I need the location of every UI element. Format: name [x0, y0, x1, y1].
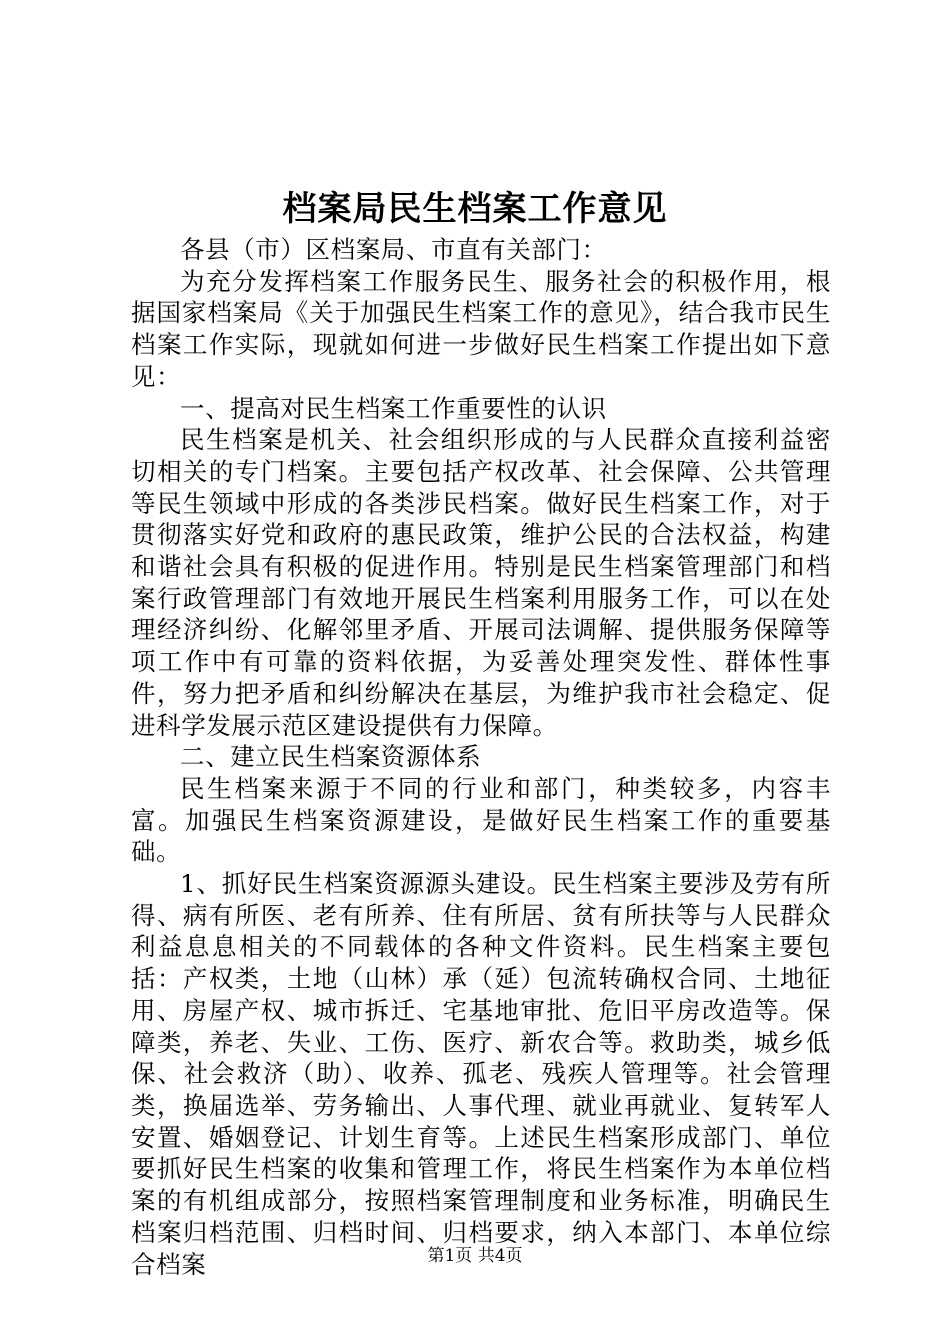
- document-body: [131, 234, 831, 1280]
- section-heading-1: 一、提高对民生档案工作重要性的认识: [180, 393, 607, 423]
- body-paragraph: 民生档案来源于不同的行业和部门，种类较多，内容丰富。加强民生档案资源建设，是做好民生档案工作的重要基础。: [131, 773, 831, 867]
- salutation-paragraph: 各县（市）区档案局、市直有关部门：: [180, 235, 607, 264]
- document-title: 档案局民生档案工作意见: [282, 189, 668, 229]
- section-heading-2: 二、建立民生档案资源体系: [180, 742, 482, 772]
- page-footer: 第1页 共4页: [427, 1246, 523, 1266]
- body-paragraph: 民生档案是机关、社会组织形成的与人民群众直接利益密切相关的专门档案。主要包括产权改革、社会保障、公共管理等民生领域中形成的各类涉民档案。做好民生档案工作，对于贯彻落实好党和政府的惠民政策，维护公民的合法权益，构建和谐社会具有积极的促进作用。特别是民生档案管理部门和档案行政管理部门有效地开展民生档案利用服务工作，可以在处理经济纠纷、化解邻里矛盾、开展司法调解、提供服务保障等项工作中有可靠的资料依据，为妥善处理突发性、群体性事件，努力把矛盾和纠纷解决在基层，为维护我市社会稳定、促进科学发展示范区建设提供有力保障。: [131, 425, 831, 740]
- intro-paragraph: 为充分发挥档案工作服务民生、服务社会的积极作用，根据国家档案局《关于加强民生档案工作的意见》，结合我市民生档案工作实际，现就如何进一步做好民生档案工作提出如下意见：: [131, 266, 831, 391]
- body-paragraph: 1、抓好民生档案资源源头建设。民生档案主要涉及劳有所得、病有所医、老有所养、住有所居、贫有所扶等与人民群众利益息息相关的不同载体的各种文件资料。民生档案主要包括：产权类，土地（山林）承（延）包流转确权合同、土地征用、房屋产权、城市拆迁、宅基地审批、危旧平房改造等。保障类，养老、失业、工伤、医疗、新农合等。救助类，城乡低保、社会救济（助）、收养、孤老、残疾人管理等。社会管理类，换届选举、劳务输出、人事代理、就业再就业、复转军人安置、婚姻登记、计划生育等。上述民生档案形成部门、单位要抓好民生档案的收集和管理工作，将民生档案作为本单位档案的有机组成部分，按照档案管理制度和业务标准，明确民生档案归档范围、归档时间、归档要求，纳入本部门、本单位综合档案: [131, 869, 831, 1279]
